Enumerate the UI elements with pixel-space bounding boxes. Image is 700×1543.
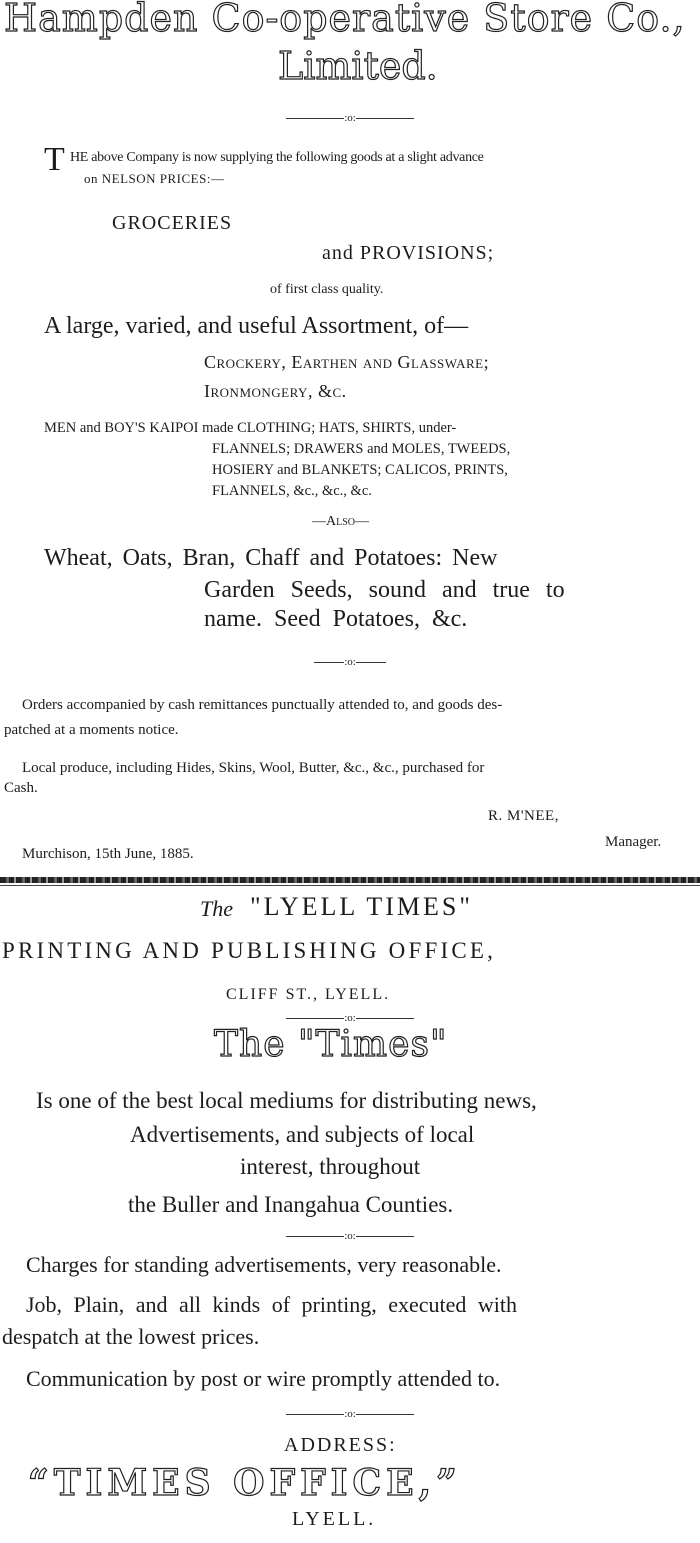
clothing-line-3: HOSIERY and BLANKETS; CALICOS, PRINTS,	[212, 462, 508, 478]
separator-5: :o:	[0, 1408, 700, 1420]
orders-line-1: Orders accompanied by cash remittances punctually attended to, and goods des-	[22, 697, 503, 713]
wheat-line-2: Garden Seeds, sound and true to	[204, 577, 565, 603]
lyell-times-title: "LYELL TIMES"	[250, 892, 473, 921]
column-divider-thin	[0, 885, 700, 886]
assortment-line: A large, varied, and useful Assortment, of—	[44, 313, 469, 339]
intro-line-1: HE above Company is now supplying the following goods at a slight advance	[70, 150, 484, 165]
desc-line-3: interest, throughout	[240, 1154, 421, 1179]
wheat-line-1: Wheat, Oats, Bran, Chaff and Potatoes: New	[44, 545, 498, 571]
store-title: Hampden Co-operative Store Co.,	[4, 0, 686, 40]
provisions-heading: and PROVISIONS;	[322, 242, 495, 264]
signer-title: Manager.	[605, 834, 662, 850]
separator-4: :o:	[0, 1230, 700, 1242]
clothing-line-1: MEN and BOY'S KAIPOI made CLOTHING; HATS, SHIRTS, under-	[44, 420, 457, 436]
intro-line-2: on NELSON PRICES:—	[84, 171, 225, 186]
the-word: The	[200, 896, 233, 921]
address-label: ADDRESS:	[284, 1434, 397, 1456]
column-divider	[0, 877, 700, 883]
job-line-2: despatch at the lowest prices.	[2, 1324, 260, 1349]
clothing-line-4: FLANNELS, &c., &c., &c.	[212, 483, 372, 499]
times-title: The "Times"	[214, 1024, 448, 1065]
produce-line-1: Local produce, including Hides, Skins, Wool, Butter, &c., &c., purchased for	[22, 760, 485, 776]
quality-line: of first class quality.	[270, 282, 384, 297]
wheat-line-3: name. Seed Potatoes, &c.	[204, 606, 468, 632]
desc-line-4: the Buller and Inangahua Counties.	[128, 1192, 454, 1217]
signer-name: R. M'NEE,	[488, 808, 559, 824]
separator-3: :o:	[0, 1012, 700, 1024]
dateline: Murchison, 15th June, 1885.	[22, 846, 194, 862]
store-title-limited: Limited.	[278, 44, 438, 88]
clothing-line-2: FLANNELS; DRAWERS and MOLES, TWEEDS,	[212, 441, 511, 457]
drop-cap: T	[44, 141, 65, 178]
ironmongery-line: Ironmongery, &c.	[204, 381, 347, 401]
groceries-heading: GROCERIES	[112, 212, 233, 234]
desc-line-2: Advertisements, and subjects of local	[130, 1122, 475, 1147]
crockery-line: Crockery, Earthen and Glassware;	[204, 352, 490, 372]
separator-1: :o:	[0, 112, 700, 124]
communication-line: Communication by post or wire promptly attended to.	[26, 1366, 501, 1391]
orders-line-2: patched at a moments notice.	[4, 722, 179, 738]
times-office-name: “TIMES OFFICE,”	[28, 1462, 462, 1504]
street-line: CLIFF ST., LYELL.	[226, 986, 391, 1003]
separator-2: :o:	[0, 656, 700, 668]
office-line: PRINTING AND PUBLISHING OFFICE,	[2, 938, 497, 963]
lyell-town: LYELL.	[292, 1508, 377, 1530]
produce-line-2: Cash.	[4, 780, 38, 796]
job-line-1: Job, Plain, and all kinds of printing, executed with	[26, 1292, 517, 1317]
charges-line: Charges for standing advertisements, very reasonable.	[26, 1252, 502, 1277]
also-line: —Also—	[312, 514, 370, 529]
desc-line-1: Is one of the best local mediums for distributing news,	[36, 1088, 537, 1113]
